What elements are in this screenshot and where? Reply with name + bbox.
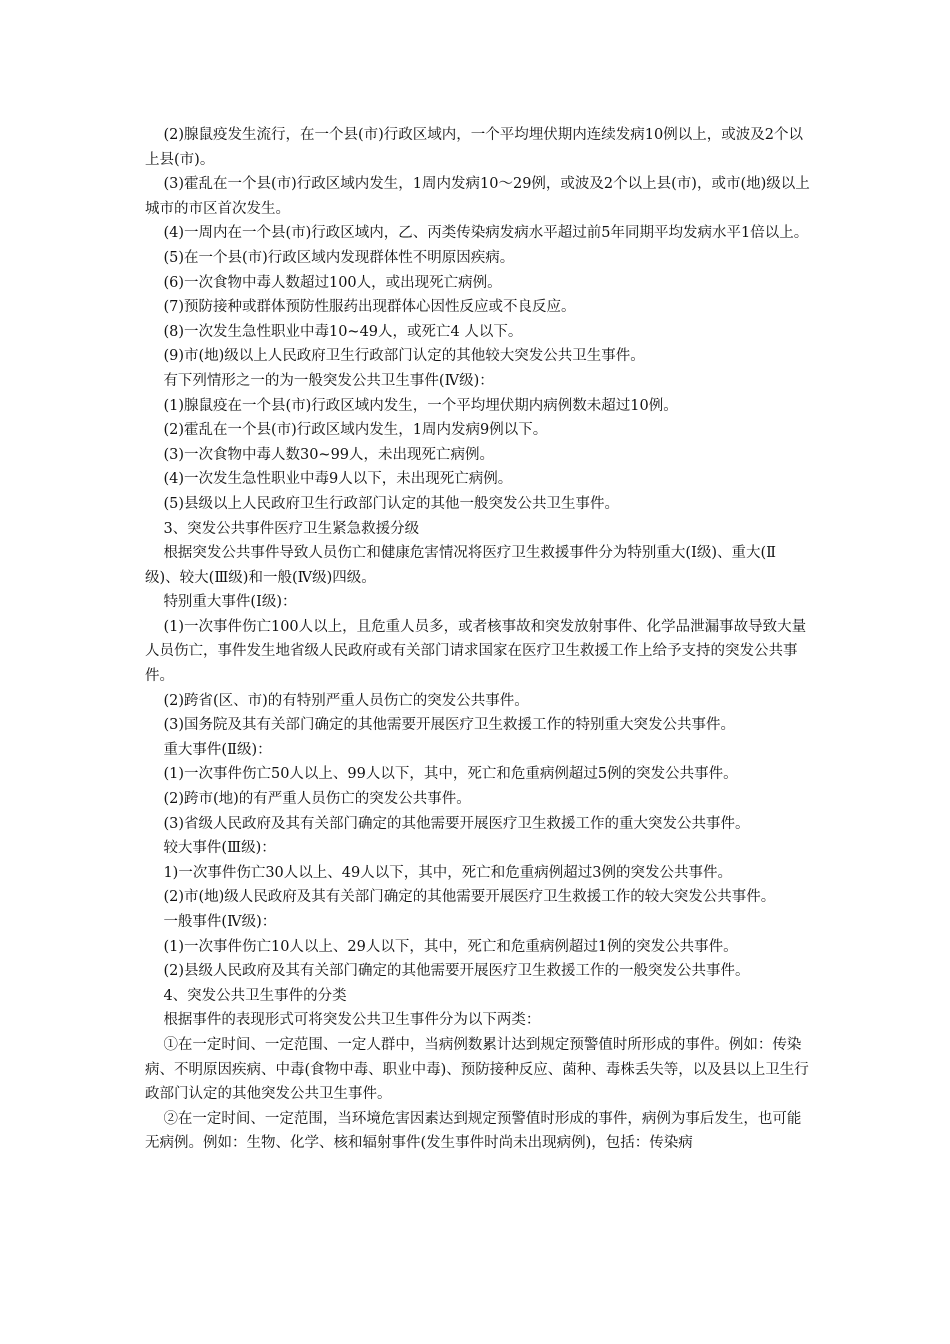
paragraph: (3)霍乱在一个县(市)行政区域内发生，1周内发病10～29例，或波及2个以上县(市)，或市(地)级以上城市的市区首次发生。 [145, 176, 810, 217]
paragraph: 根据突发公共事件导致人员伤亡和健康危害情况将医疗卫生救援事件分为特别重大(Ⅰ级)、重大(Ⅱ级)、较大(Ⅲ级)和一般(Ⅳ级)四级。 [145, 545, 776, 586]
paragraph: 4、突发公共卫生事件的分类 [163, 987, 347, 1004]
paragraph: (3)省级人民政府及其有关部门确定的其他需要开展医疗卫生救援工作的重大突发公共事件。 [163, 815, 750, 832]
paragraph: (2)县级人民政府及其有关部门确定的其他需要开展医疗卫生救援工作的一般突发公共事件。 [163, 963, 750, 980]
paragraph: (5)在一个县(市)行政区域内发现群体性不明原因疾病。 [163, 249, 515, 266]
paragraph: 一般事件(Ⅳ级)： [163, 914, 277, 930]
paragraph: (2)霍乱在一个县(市)行政区域内发生，1周内发病9例以下。 [163, 422, 548, 439]
paragraph: 较大事件(Ⅲ级)： [163, 840, 276, 857]
paragraph: ②在一定时间、一定范围，当环境危害因素达到规定预警值时形成的事件，病例为事后发生，也可能无病例。例如：生物、化学、核和辐射事件(发生事件时尚未出现病例)，包括：传染病 [145, 1110, 802, 1152]
paragraph: (1)一次事件伤亡50人以上、99人以下，其中，死亡和危重病例超过5例的突发公共事件。 [163, 766, 738, 783]
paragraph: (9)市(地)级以上人民政府卫生行政部门认定的其他较大突发公共卫生事件。 [163, 348, 645, 365]
paragraph: 根据事件的表现形式可将突发公共卫生事件分为以下两类： [163, 1012, 541, 1029]
paragraph: 特别重大事件(Ⅰ级)： [163, 594, 297, 611]
paragraph: 1)一次事件伤亡30人以上、49人以下，其中，死亡和危重病例超过3例的突发公共事件。 [163, 864, 732, 881]
document-body [145, 123, 810, 1156]
paragraph: (2)腺鼠疫发生流行，在一个县(市)行政区域内，一个平均埋伏期内连续发病10例以上，或波及2个以上县(市)。 [145, 127, 803, 168]
paragraph: (5)县级以上人民政府卫生行政部门认定的其他一般突发公共卫生事件。 [163, 495, 619, 512]
paragraph: (4)一周内在一个县(市)行政区域内，乙、丙类传染病发病水平超过前5年同期平均发病水平1倍以上。 [163, 225, 809, 242]
paragraph: (6)一次食物中毒人数超过100人，或出现死亡病例。 [163, 274, 502, 291]
paragraph: (4)一次发生急性职业中毒9人以下，未出现死亡病例。 [163, 471, 513, 488]
paragraph: (8)一次发生急性职业中毒10~49人，或死亡4 人以下。 [163, 323, 523, 340]
paragraph: (2)跨市(地)的有严重人员伤亡的突发公共事件。 [163, 791, 471, 808]
paragraph: 重大事件(Ⅱ级)： [163, 741, 272, 758]
paragraph: 3、突发公共事件医疗卫生紧急救援分级 [163, 520, 420, 537]
paragraph: (1)腺鼠疫在一个县(市)行政区域内发生，一个平均埋伏期内病例数未超过10例。 [163, 397, 678, 414]
paragraph: (3)国务院及其有关部门确定的其他需要开展医疗卫生救援工作的特别重大突发公共事件。 [163, 717, 735, 734]
paragraph: ①在一定时间、一定范围、一定人群中，当病例数累计达到规定预警值时所形成的事件。例如：传染病、不明原因疾病、中毒(食物中毒、职业中毒)、预防接种反应、菌种、毒株丢失等，以及县以上卫生行政部门认定的其他突发公共卫生事件。 [145, 1036, 809, 1103]
paragraph: (7)预防接种或群体预防性服药出现群体心因性反应或不良反应。 [163, 299, 576, 316]
paragraph: (3)一次食物中毒人数30~99人，未出现死亡病例。 [163, 446, 495, 463]
paragraph: (1)一次事件伤亡10人以上、29人以下，其中，死亡和危重病例超过1例的突发公共事件。 [163, 938, 738, 955]
paragraph: (2)跨省(区、市)的有特别严重人员伤亡的突发公共事件。 [163, 692, 529, 709]
paragraph: 有下列情形之一的为一般突发公共卫生事件(Ⅳ级)： [163, 372, 494, 389]
paragraph: (1)一次事件伤亡100人以上，且危重人员多，或者核事故和突发放射事件、化学品泄漏事故导致大量人员伤亡，事件发生地省级人民政府或有关部门请求国家在医疗卫生救援工作上给予支持的突发公共事件。 [145, 618, 807, 685]
paragraph: (2)市(地)级人民政府及其有关部门确定的其他需要开展医疗卫生救援工作的较大突发公共事件。 [163, 889, 776, 906]
